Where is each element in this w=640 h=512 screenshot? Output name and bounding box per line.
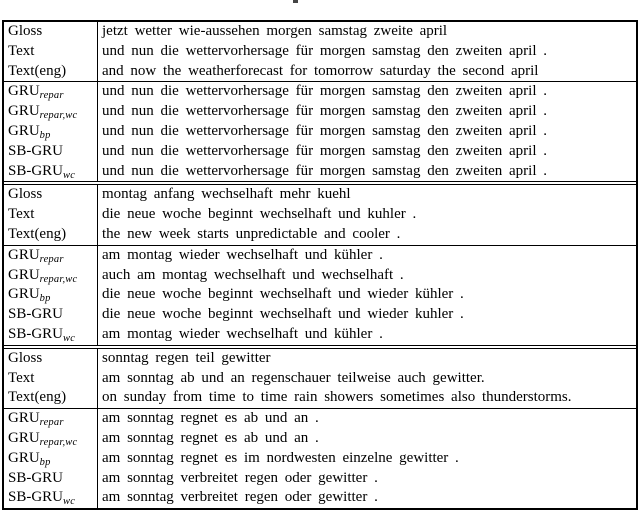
row-text: die neue woche beginnt wechselhaft und wieder kühler .	[102, 286, 464, 303]
model-outputs-block	[4, 408, 636, 508]
row-label-text: GRU	[8, 410, 40, 427]
row-label-subscript: wc	[63, 169, 76, 181]
row-label-subscript: repar,wc	[39, 110, 78, 122]
row-label	[4, 449, 98, 469]
table-row-sb-gru	[4, 305, 636, 325]
row-text: am sonntag regnet es ab und an .	[102, 429, 319, 446]
row-label	[4, 388, 98, 408]
row-label-text: SB-GRU	[8, 162, 64, 179]
row-label-text: SB-GRU	[8, 489, 64, 506]
table-row-sb-gru-wc	[4, 325, 636, 345]
table-row-text	[4, 205, 636, 225]
row-label	[4, 185, 98, 205]
table-row-gru-bp	[4, 285, 636, 305]
row-label-text: SB-GRU	[8, 469, 64, 486]
row-label-text: Text(eng)	[8, 225, 67, 242]
row-text: am sonntag ab und an regenschauer teilweise auch gewitter.	[102, 369, 485, 386]
row-text: am sonntag verbreitet regen oder gewitter .	[102, 489, 378, 506]
table-section-2	[4, 181, 636, 344]
row-label	[4, 162, 98, 182]
row-label	[4, 369, 98, 389]
row-label-text: SB-GRU	[8, 325, 64, 342]
row-text: und nun die wettervorhersage für morgen samstag den zweiten april .	[102, 42, 548, 59]
model-outputs-block	[4, 245, 636, 345]
table-row-sb-gru-wc	[4, 488, 636, 508]
row-text: die neue woche beginnt wechselhaft und wieder kuhler .	[102, 306, 464, 323]
row-label-text: Text	[8, 369, 35, 386]
row-text: und nun die wettervorhersage für morgen samstag den zweiten april .	[102, 122, 548, 139]
table-row-text	[4, 42, 636, 62]
row-label-subscript: repar,wc	[39, 273, 78, 285]
row-label	[4, 225, 98, 245]
row-label-subscript: repar	[39, 417, 64, 429]
table-row-gru-repar	[4, 409, 636, 429]
table-row-gru-repar-wc	[4, 429, 636, 449]
translation-examples-table	[2, 20, 638, 510]
row-text: on sunday from time to time rain showers sometimes also thunderstorms.	[102, 389, 572, 406]
row-label	[4, 488, 98, 508]
row-label-text: GRU	[8, 246, 40, 263]
table-row-gru-repar	[4, 82, 636, 102]
row-text: and now the weatherforecast for tomorrow saturday the second april	[102, 62, 539, 79]
row-label-text: GRU	[8, 266, 40, 283]
row-label	[4, 429, 98, 449]
row-label	[4, 62, 98, 82]
row-text: am montag wieder wechselhaft und kühler .	[102, 246, 383, 263]
row-label	[4, 469, 98, 489]
row-label-subscript: wc	[63, 496, 76, 508]
table-row-sb-gru-wc	[4, 162, 636, 182]
table-section-1	[4, 22, 636, 181]
row-label	[4, 205, 98, 225]
row-label	[4, 102, 98, 122]
row-text: und nun die wettervorhersage für morgen samstag den zweiten april .	[102, 162, 548, 179]
row-label	[4, 285, 98, 305]
row-label	[4, 42, 98, 62]
row-label-text: Text	[8, 206, 35, 223]
row-label	[4, 82, 98, 102]
table-row-gru-repar-wc	[4, 266, 636, 286]
model-outputs-block	[4, 81, 636, 181]
table-row-sb-gru	[4, 142, 636, 162]
row-label	[4, 22, 98, 42]
row-label	[4, 305, 98, 325]
row-label-text: Gloss	[8, 186, 43, 203]
row-label-subscript: bp	[39, 129, 51, 141]
row-label	[4, 246, 98, 266]
row-label-text: Text(eng)	[8, 62, 67, 79]
row-label	[4, 142, 98, 162]
reference-block	[4, 185, 636, 244]
row-text: the new week starts unpredictable and cooler .	[102, 225, 401, 242]
row-text: jetzt wetter wie-aussehen morgen samstag zweite april	[102, 23, 448, 39]
caption-fragment	[293, 0, 298, 3]
row-label-subscript: bp	[39, 456, 51, 468]
row-text: und nun die wettervorhersage für morgen samstag den zweiten april .	[102, 83, 548, 100]
row-label	[4, 122, 98, 142]
row-text: und nun die wettervorhersage für morgen samstag den zweiten april .	[102, 142, 548, 159]
table-row-text-eng	[4, 62, 636, 82]
row-label-text: GRU	[8, 122, 40, 139]
table-row-gru-repar-wc	[4, 102, 636, 122]
row-label-text: GRU	[8, 83, 40, 100]
table-row-gloss	[4, 349, 636, 369]
table-row-sb-gru	[4, 469, 636, 489]
row-label-subscript: wc	[63, 332, 76, 344]
row-text: am sonntag regnet es im nordwesten einzelne gewitter .	[102, 449, 459, 466]
row-label-text: SB-GRU	[8, 306, 64, 323]
table-row-text-eng	[4, 225, 636, 245]
table-row-text-eng	[4, 388, 636, 408]
row-text: am sonntag verbreitet regen oder gewitter .	[102, 469, 378, 486]
row-label-subscript: repar	[39, 253, 64, 265]
table-row-gloss	[4, 22, 636, 42]
row-text: und nun die wettervorhersage für morgen samstag den zweiten april .	[102, 103, 548, 120]
row-label-text: GRU	[8, 286, 40, 303]
row-label-text: GRU	[8, 103, 40, 120]
row-text: sonntag regen teil gewitter	[102, 349, 271, 366]
row-text: montag anfang wechselhaft mehr kuehl	[102, 186, 351, 203]
table-row-gru-bp	[4, 122, 636, 142]
row-label-text: GRU	[8, 429, 40, 446]
row-label-subscript: repar,wc	[39, 436, 78, 448]
row-label	[4, 325, 98, 345]
table-row-gru-repar	[4, 246, 636, 266]
row-label-text: GRU	[8, 449, 40, 466]
row-label	[4, 349, 98, 369]
row-label-text: Text	[8, 42, 35, 59]
row-label-text: Text(eng)	[8, 389, 67, 406]
table-row-gloss	[4, 185, 636, 205]
reference-block	[4, 22, 636, 81]
row-label-text: Gloss	[8, 23, 43, 39]
row-label	[4, 266, 98, 286]
row-text: auch am montag wechselhaft und wechselhaft .	[102, 266, 404, 283]
row-text: am sonntag regnet es ab und an .	[102, 410, 319, 427]
row-label-text: SB-GRU	[8, 142, 64, 159]
row-label-subscript: bp	[39, 293, 51, 305]
reference-block	[4, 349, 636, 408]
row-label-text: Gloss	[8, 349, 43, 366]
table-row-gru-bp	[4, 449, 636, 469]
table-section-3	[4, 345, 636, 508]
table-row-text	[4, 369, 636, 389]
row-label	[4, 409, 98, 429]
row-text: die neue woche beginnt wechselhaft und kuhler .	[102, 206, 417, 223]
row-text: am montag wieder wechselhaft und kühler .	[102, 325, 383, 342]
row-label-subscript: repar	[39, 90, 64, 102]
